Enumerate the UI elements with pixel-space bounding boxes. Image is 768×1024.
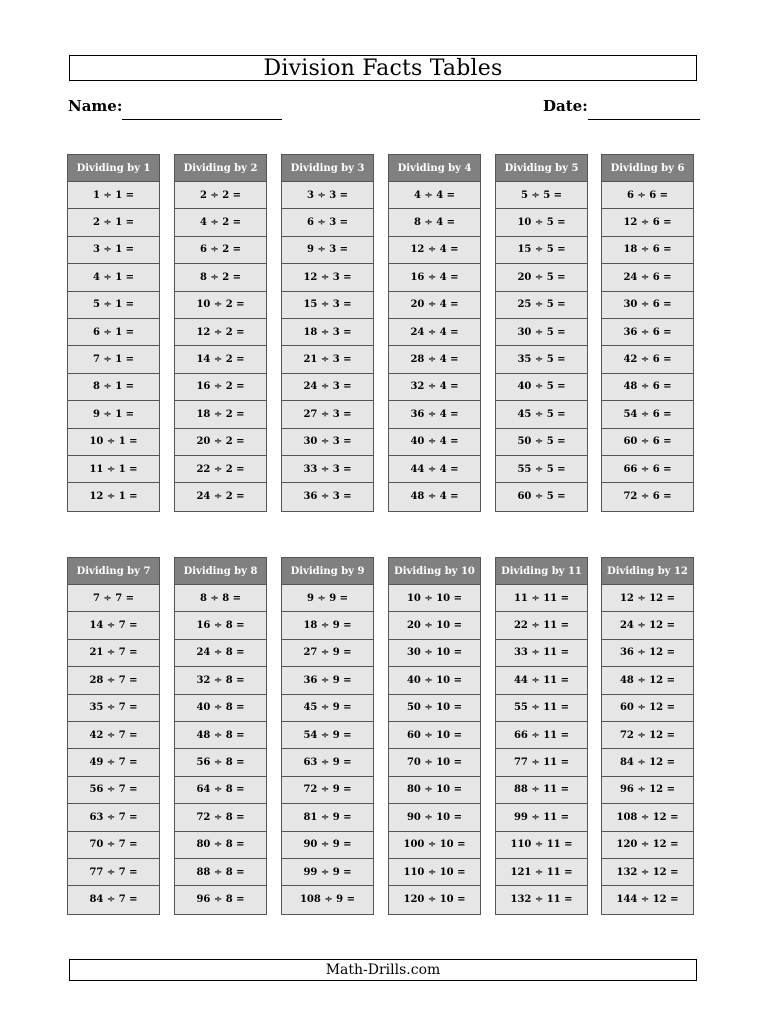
problem-cell[interactable]: 7 ÷ 7 =: [68, 585, 159, 612]
name-field[interactable]: [122, 119, 282, 120]
problem-cell[interactable]: 80 ÷ 10 =: [389, 777, 480, 804]
problem-cell[interactable]: 48 ÷ 4 =: [389, 483, 480, 510]
problem-cell[interactable]: 12 ÷ 4 =: [389, 237, 480, 264]
problem-cell[interactable]: 25 ÷ 5 =: [496, 292, 587, 319]
problem-cell[interactable]: 22 ÷ 2 =: [175, 456, 266, 483]
problem-cell[interactable]: 42 ÷ 7 =: [68, 722, 159, 749]
problem-cell[interactable]: 96 ÷ 8 =: [175, 886, 266, 913]
problem-cell[interactable]: 3 ÷ 3 =: [282, 182, 373, 209]
date-label: Date:: [543, 97, 588, 115]
table-header: Dividing by 7: [68, 558, 159, 585]
problem-cell[interactable]: 6 ÷ 2 =: [175, 237, 266, 264]
problem-cell[interactable]: 8 ÷ 2 =: [175, 264, 266, 291]
problem-cell[interactable]: 60 ÷ 12 =: [602, 695, 693, 722]
problem-cell[interactable]: 63 ÷ 9 =: [282, 749, 373, 776]
division-table: [67, 557, 160, 915]
problem-cell[interactable]: 8 ÷ 1 =: [68, 374, 159, 401]
problem-cell[interactable]: 20 ÷ 5 =: [496, 264, 587, 291]
problem-cell[interactable]: 12 ÷ 3 =: [282, 264, 373, 291]
problem-cell[interactable]: 32 ÷ 8 =: [175, 667, 266, 694]
name-label: Name:: [68, 97, 123, 115]
problem-cell[interactable]: 33 ÷ 11 =: [496, 640, 587, 667]
problem-cell[interactable]: 44 ÷ 11 =: [496, 667, 587, 694]
problem-cell[interactable]: 15 ÷ 3 =: [282, 292, 373, 319]
problem-cell[interactable]: 33 ÷ 3 =: [282, 456, 373, 483]
problem-cell[interactable]: 28 ÷ 4 =: [389, 346, 480, 373]
table-header: Dividing by 6: [602, 155, 693, 182]
problem-cell[interactable]: 16 ÷ 4 =: [389, 264, 480, 291]
problem-cell[interactable]: 88 ÷ 8 =: [175, 859, 266, 886]
problem-cell[interactable]: 36 ÷ 6 =: [602, 319, 693, 346]
problem-cell[interactable]: 8 ÷ 4 =: [389, 209, 480, 236]
problem-cell[interactable]: 8 ÷ 8 =: [175, 585, 266, 612]
problem-cell[interactable]: 18 ÷ 6 =: [602, 237, 693, 264]
problem-cell[interactable]: 99 ÷ 9 =: [282, 859, 373, 886]
problem-cell[interactable]: 55 ÷ 11 =: [496, 695, 587, 722]
problem-cell[interactable]: 7 ÷ 1 =: [68, 346, 159, 373]
division-table: [601, 557, 694, 915]
problem-cell[interactable]: 6 ÷ 6 =: [602, 182, 693, 209]
division-table: [67, 154, 160, 512]
problem-cell[interactable]: 132 ÷ 12 =: [602, 859, 693, 886]
problem-cell[interactable]: 11 ÷ 1 =: [68, 456, 159, 483]
problem-cell[interactable]: 12 ÷ 12 =: [602, 585, 693, 612]
problem-cell[interactable]: 60 ÷ 6 =: [602, 429, 693, 456]
problem-cell[interactable]: 10 ÷ 5 =: [496, 209, 587, 236]
problem-cell[interactable]: 30 ÷ 5 =: [496, 319, 587, 346]
problem-cell[interactable]: 10 ÷ 10 =: [389, 585, 480, 612]
problem-cell[interactable]: 100 ÷ 10 =: [389, 832, 480, 859]
problem-cell[interactable]: 108 ÷ 12 =: [602, 804, 693, 831]
problem-cell[interactable]: 27 ÷ 3 =: [282, 401, 373, 428]
problem-cell[interactable]: 14 ÷ 2 =: [175, 346, 266, 373]
problem-cell[interactable]: 30 ÷ 6 =: [602, 292, 693, 319]
problem-cell[interactable]: 30 ÷ 3 =: [282, 429, 373, 456]
problem-cell[interactable]: 16 ÷ 2 =: [175, 374, 266, 401]
problem-cell[interactable]: 88 ÷ 11 =: [496, 777, 587, 804]
problem-cell[interactable]: 90 ÷ 9 =: [282, 832, 373, 859]
problem-cell[interactable]: 24 ÷ 12 =: [602, 612, 693, 639]
table-header: Dividing by 9: [282, 558, 373, 585]
problem-cell[interactable]: 72 ÷ 6 =: [602, 483, 693, 510]
table-header: Dividing by 5: [496, 155, 587, 182]
division-table: [174, 154, 267, 512]
problem-cell[interactable]: 36 ÷ 3 =: [282, 483, 373, 510]
problem-cell[interactable]: 48 ÷ 6 =: [602, 374, 693, 401]
problem-cell[interactable]: 21 ÷ 3 =: [282, 346, 373, 373]
problem-cell[interactable]: 4 ÷ 2 =: [175, 209, 266, 236]
problem-cell[interactable]: 77 ÷ 11 =: [496, 749, 587, 776]
problem-cell[interactable]: 35 ÷ 5 =: [496, 346, 587, 373]
problem-cell[interactable]: 72 ÷ 12 =: [602, 722, 693, 749]
problem-cell[interactable]: 110 ÷ 11 =: [496, 832, 587, 859]
problem-cell[interactable]: 36 ÷ 4 =: [389, 401, 480, 428]
problem-cell[interactable]: 5 ÷ 1 =: [68, 292, 159, 319]
problem-cell[interactable]: 6 ÷ 3 =: [282, 209, 373, 236]
problem-cell[interactable]: 120 ÷ 12 =: [602, 832, 693, 859]
division-table: [388, 557, 481, 915]
problem-cell[interactable]: 5 ÷ 5 =: [496, 182, 587, 209]
problem-cell[interactable]: 24 ÷ 8 =: [175, 640, 266, 667]
problem-cell[interactable]: 2 ÷ 1 =: [68, 209, 159, 236]
worksheet-title: Division Facts Tables: [69, 55, 697, 81]
problem-cell[interactable]: 44 ÷ 4 =: [389, 456, 480, 483]
problem-cell[interactable]: 32 ÷ 4 =: [389, 374, 480, 401]
problem-cell[interactable]: 24 ÷ 2 =: [175, 483, 266, 510]
division-table: [281, 557, 374, 915]
problem-cell[interactable]: 60 ÷ 5 =: [496, 483, 587, 510]
problem-cell[interactable]: 18 ÷ 9 =: [282, 612, 373, 639]
problem-cell[interactable]: 15 ÷ 5 =: [496, 237, 587, 264]
problem-cell[interactable]: 64 ÷ 8 =: [175, 777, 266, 804]
date-field[interactable]: [588, 119, 700, 120]
problem-cell[interactable]: 54 ÷ 6 =: [602, 401, 693, 428]
problem-cell[interactable]: 72 ÷ 8 =: [175, 804, 266, 831]
problem-cell[interactable]: 84 ÷ 7 =: [68, 886, 159, 913]
problem-cell[interactable]: 50 ÷ 10 =: [389, 695, 480, 722]
problem-cell[interactable]: 110 ÷ 10 =: [389, 859, 480, 886]
problem-cell[interactable]: 12 ÷ 2 =: [175, 319, 266, 346]
problem-cell[interactable]: 28 ÷ 7 =: [68, 667, 159, 694]
table-header: Dividing by 1: [68, 155, 159, 182]
problem-cell[interactable]: 90 ÷ 10 =: [389, 804, 480, 831]
table-header: Dividing by 10: [389, 558, 480, 585]
problem-cell[interactable]: 48 ÷ 8 =: [175, 722, 266, 749]
problem-cell[interactable]: 18 ÷ 3 =: [282, 319, 373, 346]
problem-cell[interactable]: 36 ÷ 9 =: [282, 667, 373, 694]
division-table: [601, 154, 694, 512]
division-table: [495, 557, 588, 915]
problem-cell[interactable]: 56 ÷ 8 =: [175, 749, 266, 776]
problem-cell[interactable]: 10 ÷ 2 =: [175, 292, 266, 319]
problem-cell[interactable]: 42 ÷ 6 =: [602, 346, 693, 373]
problem-cell[interactable]: 10 ÷ 1 =: [68, 429, 159, 456]
problem-cell[interactable]: 120 ÷ 10 =: [389, 886, 480, 913]
problem-cell[interactable]: 72 ÷ 9 =: [282, 777, 373, 804]
table-header: Dividing by 11: [496, 558, 587, 585]
problem-cell[interactable]: 132 ÷ 11 =: [496, 886, 587, 913]
problem-cell[interactable]: 45 ÷ 5 =: [496, 401, 587, 428]
problem-cell[interactable]: 70 ÷ 10 =: [389, 749, 480, 776]
problem-cell[interactable]: 4 ÷ 4 =: [389, 182, 480, 209]
problem-cell[interactable]: 84 ÷ 12 =: [602, 749, 693, 776]
problem-cell[interactable]: 9 ÷ 1 =: [68, 401, 159, 428]
division-table: [281, 154, 374, 512]
problem-cell[interactable]: 56 ÷ 7 =: [68, 777, 159, 804]
problem-cell[interactable]: 40 ÷ 8 =: [175, 695, 266, 722]
problem-cell[interactable]: 49 ÷ 7 =: [68, 749, 159, 776]
problem-cell[interactable]: 12 ÷ 1 =: [68, 483, 159, 510]
problem-cell[interactable]: 54 ÷ 9 =: [282, 722, 373, 749]
problem-cell[interactable]: 6 ÷ 1 =: [68, 319, 159, 346]
problem-cell[interactable]: 40 ÷ 10 =: [389, 667, 480, 694]
table-header: Dividing by 3: [282, 155, 373, 182]
problem-cell[interactable]: 2 ÷ 2 =: [175, 182, 266, 209]
problem-cell[interactable]: 96 ÷ 12 =: [602, 777, 693, 804]
problem-cell[interactable]: 81 ÷ 9 =: [282, 804, 373, 831]
problem-cell[interactable]: 40 ÷ 5 =: [496, 374, 587, 401]
problem-cell[interactable]: 63 ÷ 7 =: [68, 804, 159, 831]
problem-cell[interactable]: 36 ÷ 12 =: [602, 640, 693, 667]
problem-cell[interactable]: 12 ÷ 6 =: [602, 209, 693, 236]
division-table: [388, 154, 481, 512]
problem-cell[interactable]: 22 ÷ 11 =: [496, 612, 587, 639]
problem-cell[interactable]: 11 ÷ 11 =: [496, 585, 587, 612]
division-table: [174, 557, 267, 915]
problem-cell[interactable]: 48 ÷ 12 =: [602, 667, 693, 694]
problem-cell[interactable]: 20 ÷ 2 =: [175, 429, 266, 456]
problem-cell[interactable]: 24 ÷ 4 =: [389, 319, 480, 346]
problem-cell[interactable]: 14 ÷ 7 =: [68, 612, 159, 639]
problem-cell[interactable]: 16 ÷ 8 =: [175, 612, 266, 639]
problem-cell[interactable]: 9 ÷ 3 =: [282, 237, 373, 264]
problem-cell[interactable]: 55 ÷ 5 =: [496, 456, 587, 483]
problem-cell[interactable]: 108 ÷ 9 =: [282, 886, 373, 913]
problem-cell[interactable]: 66 ÷ 6 =: [602, 456, 693, 483]
problem-cell[interactable]: 70 ÷ 7 =: [68, 832, 159, 859]
problem-cell[interactable]: 24 ÷ 3 =: [282, 374, 373, 401]
problem-cell[interactable]: 1 ÷ 1 =: [68, 182, 159, 209]
table-header: Dividing by 8: [175, 558, 266, 585]
problem-cell[interactable]: 20 ÷ 10 =: [389, 612, 480, 639]
division-table: [495, 154, 588, 512]
problem-cell[interactable]: 35 ÷ 7 =: [68, 695, 159, 722]
problem-cell[interactable]: 18 ÷ 2 =: [175, 401, 266, 428]
problem-cell[interactable]: 21 ÷ 7 =: [68, 640, 159, 667]
problem-cell[interactable]: 3 ÷ 1 =: [68, 237, 159, 264]
table-header: Dividing by 2: [175, 155, 266, 182]
problem-cell[interactable]: 20 ÷ 4 =: [389, 292, 480, 319]
problem-cell[interactable]: 24 ÷ 6 =: [602, 264, 693, 291]
table-header: Dividing by 12: [602, 558, 693, 585]
problem-cell[interactable]: 27 ÷ 9 =: [282, 640, 373, 667]
problem-cell[interactable]: 99 ÷ 11 =: [496, 804, 587, 831]
problem-cell[interactable]: 45 ÷ 9 =: [282, 695, 373, 722]
problem-cell[interactable]: 66 ÷ 11 =: [496, 722, 587, 749]
table-header: Dividing by 4: [389, 155, 480, 182]
problem-cell[interactable]: 30 ÷ 10 =: [389, 640, 480, 667]
problem-cell[interactable]: 144 ÷ 12 =: [602, 886, 693, 913]
problem-cell[interactable]: 80 ÷ 8 =: [175, 832, 266, 859]
problem-cell[interactable]: 77 ÷ 7 =: [68, 859, 159, 886]
problem-cell[interactable]: 40 ÷ 4 =: [389, 429, 480, 456]
problem-cell[interactable]: 4 ÷ 1 =: [68, 264, 159, 291]
problem-cell[interactable]: 60 ÷ 10 =: [389, 722, 480, 749]
problem-cell[interactable]: 50 ÷ 5 =: [496, 429, 587, 456]
footer-credit: Math-Drills.com: [69, 959, 697, 981]
problem-cell[interactable]: 121 ÷ 11 =: [496, 859, 587, 886]
problem-cell[interactable]: 9 ÷ 9 =: [282, 585, 373, 612]
